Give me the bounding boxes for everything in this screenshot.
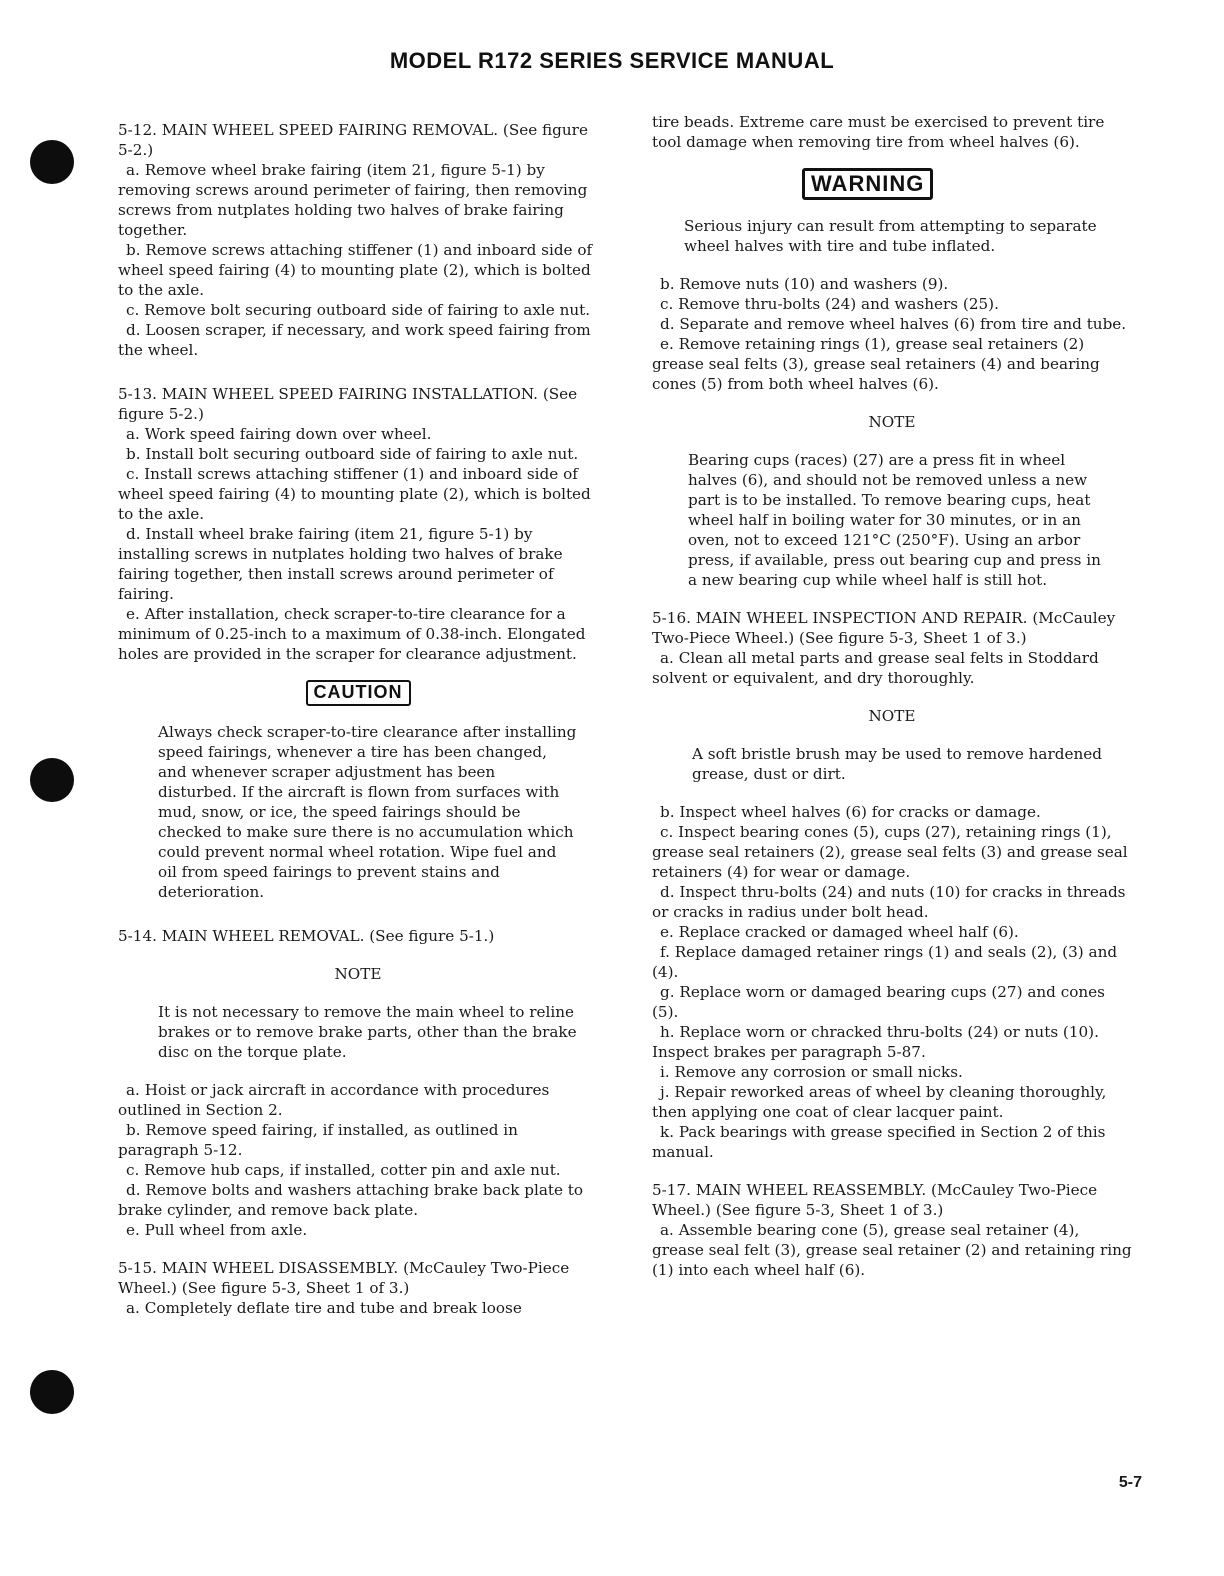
section-5-13-step-a: a. Work speed fairing down over wheel. xyxy=(126,425,432,443)
section-5-13-step-d: d. Install wheel brake fairing (item 21, figure 5-1) by installing screws in nutplates holding two halves of brake fairing together, then install screws around perimeter of fairing. xyxy=(118,525,563,603)
section-5-16-step-j: j. Repair reworked areas of wheel by cleaning thoroughly, then applying one coat of clear lacquer paint. xyxy=(652,1083,1107,1122)
section-5-12-heading: 5-12. MAIN WHEEL SPEED FAIRING REMOVAL. (See figure 5-2.) xyxy=(118,121,588,159)
section-5-14-heading: 5-14. MAIN WHEEL REMOVAL. (See figure 5-1.) xyxy=(118,926,495,945)
section-5-15-step-b: b. Remove nuts (10) and washers (9). xyxy=(660,275,949,294)
section-5-14-note-text: It is not necessary to remove the main wheel to reline brakes or to remove brake parts, other than the brake disc on the torque plate. xyxy=(158,1002,577,1061)
page-header: MODEL R172 SERIES SERVICE MANUAL xyxy=(389,48,835,73)
binder-hole-top xyxy=(30,140,74,184)
section-5-16-step-k: k. Pack bearings with grease specified in Section 2 of this manual. xyxy=(652,1123,1106,1162)
section-5-16-step-b: b. Inspect wheel halves (6) for cracks or damage. xyxy=(660,803,1041,822)
warning-text: Serious injury can result from attempting to separate wheel halves with tire and tube inflated. xyxy=(684,217,1097,256)
section-5-16-note-text: A soft bristle brush may be used to remove hardened grease, dust or dirt. xyxy=(692,745,1102,784)
binder-hole-bottom xyxy=(30,1370,74,1414)
section-5-16-heading: 5-16. MAIN WHEEL INSPECTION AND REPAIR. (McCauley Two-Piece Wheel.) (See figure 5-3, Sheet 1 of 3.) xyxy=(652,609,1116,648)
section-5-13-step-c: c. Install screws attaching stiffener (1) and inboard side of wheel speed fairing (4) to mounting plate (2), which is bolted to the axle. xyxy=(118,465,591,523)
section-5-16-step-f: f. Replace damaged retainer rings (1) and seals (2), (3) and (4). xyxy=(652,943,1118,982)
section-5-17-step-a: a. Assemble bearing cone (5), grease seal retainer (4), grease seal felt (3), grease seal retainer (2) and retaining ring (1) into each wheel half (6). xyxy=(652,1221,1132,1280)
section-5-14-step-c: c. Remove hub caps, if installed, cotter pin and axle nut. xyxy=(126,1160,561,1179)
section-5-15-step-e: e. Remove retaining rings (1), grease seal retainers (2) grease seal felts (3), grease seal retainers (4) and bearing cones (5) from both wheel halves (6). xyxy=(652,335,1100,394)
section-5-12-step-d: d. Loosen scraper, if necessary, and work speed fairing from the wheel. xyxy=(118,321,591,359)
left-column xyxy=(118,120,598,1318)
section-5-14-step-a: a. Hoist or jack aircraft in accordance with procedures outlined in Section 2. xyxy=(118,1080,550,1119)
section-5-14-step-b: b. Remove speed fairing, if installed, as outlined in paragraph 5-12. xyxy=(118,1120,518,1159)
section-5-15-note-text: Bearing cups (races) (27) are a press fit in wheel halves (6), and should not be removed unless a new part is to be installed. To remove bearing cups, heat wheel half in boiling water for 30 minutes, or in an oven, not to exceed 121°C (250°F). Using an arbor press, if available, press out bearing cup and press in a new bearing cup while wheel half is still hot. xyxy=(688,451,1101,590)
section-5-12-step-c: c. Remove bolt securing outboard side of fairing to axle nut. xyxy=(126,301,591,319)
section-5-16-step-i: i. Remove any corrosion or small nicks. xyxy=(660,1063,963,1082)
section-5-16-step-a: a. Clean all metal parts and grease seal felts in Stoddard solvent or equivalent, and dry thoroughly. xyxy=(652,649,1099,688)
binder-hole-middle xyxy=(30,758,74,802)
section-5-17-heading: 5-17. MAIN WHEEL REASSEMBLY. (McCauley Two-Piece Wheel.) (See figure 5-3, Sheet 1 of 3.) xyxy=(652,1181,1098,1220)
right-column xyxy=(652,112,1132,1280)
section-5-15-note-title: NOTE xyxy=(868,413,916,432)
section-5-15-step-c: c. Remove thru-bolts (24) and washers (25). xyxy=(660,295,999,314)
section-5-13-heading: 5-13. MAIN WHEEL SPEED FAIRING INSTALLATION. (See figure 5-2.) xyxy=(118,385,578,423)
section-5-13-step-e: e. After installation, check scraper-to-tire clearance for a minimum of 0.25-inch to a maximum of 0.38-inch. Elongated holes are provided in the scraper for clearance adjustment. xyxy=(118,605,586,663)
section-5-12-step-a: a. Remove wheel brake fairing (item 21, figure 5-1) by removing screws around perimeter of fairing, then removing screws from nutplates holding two halves of brake fairing together. xyxy=(118,161,588,239)
section-5-16-step-g: g. Replace worn or damaged bearing cups (27) and cones (5). xyxy=(652,983,1105,1022)
section-5-14-note-title: NOTE xyxy=(334,964,382,983)
page-number: 5-7 xyxy=(1118,1474,1142,1491)
caution-text: Always check scraper-to-tire clearance after installing speed fairings, whenever a tire has been changed, and whenever scraper adjustment has been disturbed. If the aircraft is flown from surfaces with mud, snow, or ice, the speed fairings should be checked to make sure there is no accumulation which could prevent normal wheel rotation. Wipe fuel and oil from speed fairings to prevent stains and deterioration. xyxy=(158,722,577,901)
section-5-13-step-b: b. Install bolt securing outboard side of fairing to axle nut. xyxy=(126,445,579,463)
section-5-16-step-e: e. Replace cracked or damaged wheel half (6). xyxy=(660,923,1019,942)
section-5-14-step-e: e. Pull wheel from axle. xyxy=(126,1220,308,1239)
section-5-16-step-d: d. Inspect thru-bolts (24) and nuts (10) for cracks in threads or cracks in radius under bolt head. xyxy=(652,883,1126,922)
section-5-15-step-d: d. Separate and remove wheel halves (6) from tire and tube. xyxy=(660,315,1127,334)
section-5-16-note-title: NOTE xyxy=(868,707,916,726)
section-5-15-continuation: tire beads. Extreme care must be exercised to prevent tire tool damage when removing tire from wheel halves (6). xyxy=(652,113,1105,151)
section-5-16-step-h: h. Replace worn or chracked thru-bolts (24) or nuts (10). Inspect brakes per paragraph 5-87. xyxy=(652,1023,1099,1062)
section-5-16-step-c: c. Inspect bearing cones (5), cups (27), retaining rings (1), grease seal retainers (2), grease seal felts (3) and grease seal retainers (4) for wear or damage. xyxy=(652,823,1128,882)
section-5-12-step-b: b. Remove screws attaching stiffener (1) and inboard side of wheel speed fairing (4) to mounting plate (2), which is bolted to the axle. xyxy=(118,241,593,299)
section-5-15-heading: 5-15. MAIN WHEEL DISASSEMBLY. (McCauley Two-Piece Wheel.) (See figure 5-3, Sheet 1 of 3.) xyxy=(118,1258,570,1297)
section-5-15-step-a: a. Completely deflate tire and tube and break loose xyxy=(126,1298,522,1317)
section-5-14-step-d: d. Remove bolts and washers attaching brake back plate to brake cylinder, and remove back plate. xyxy=(118,1180,584,1219)
caution-label: CAUTION xyxy=(306,680,411,706)
warning-label: WARNING xyxy=(802,168,933,200)
